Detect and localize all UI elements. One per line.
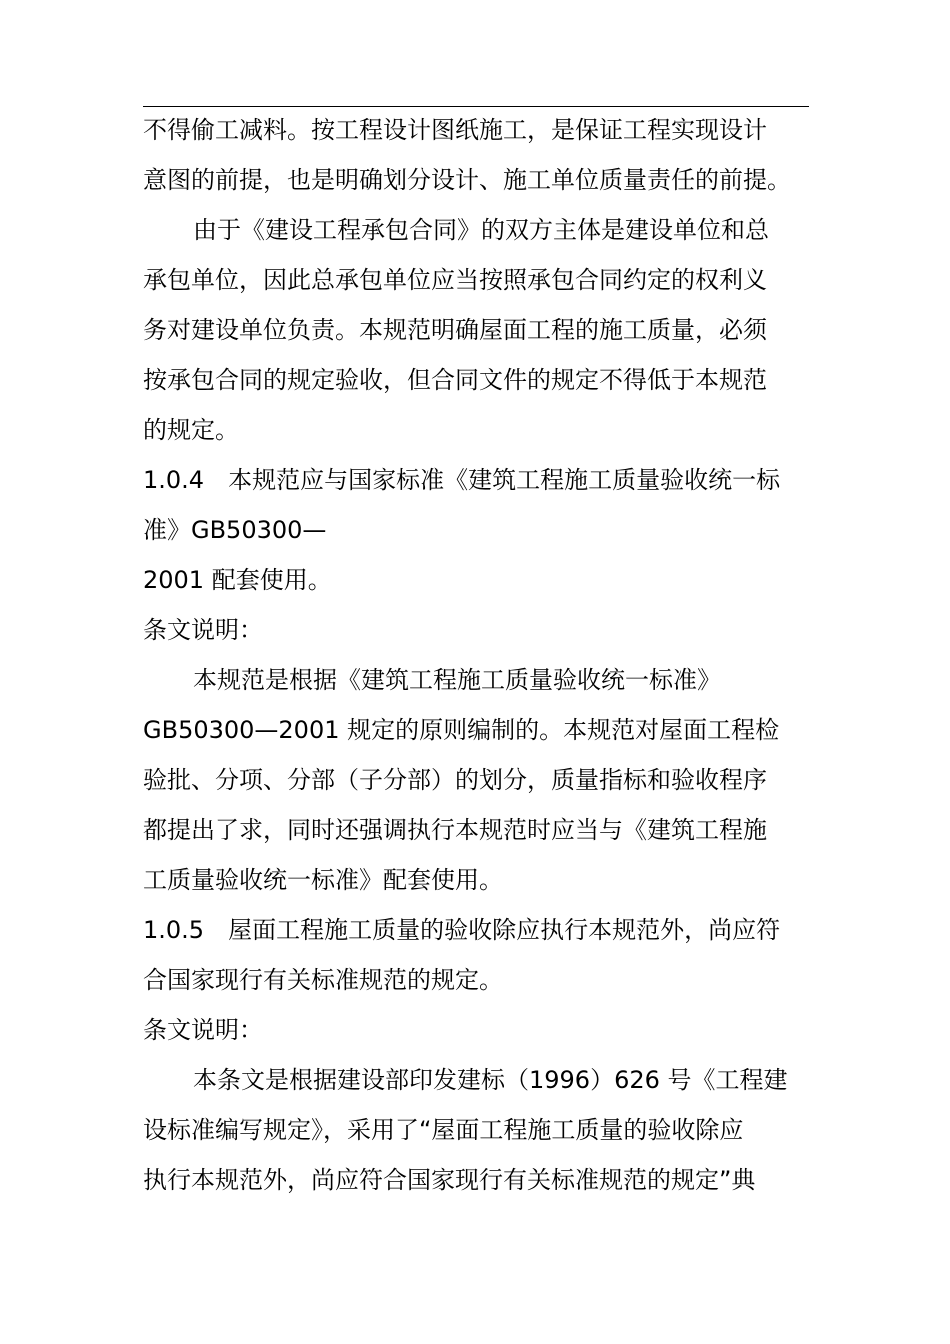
text-line: 承包单位，因此总承包单位应当按照承包合同约定的权利义 (143, 266, 767, 294)
text-line: 准》GB50300— (143, 516, 327, 544)
clause-heading: 1.0.4 本规范应与国家标准《建筑工程施工质量验收统一标 (143, 466, 781, 494)
clause-heading: 1.0.5 屋面工程施工质量的验收除应执行本规范外，尚应符 (143, 916, 781, 944)
text-line: 由于《建设工程承包合同》的双方主体是建设单位和总 (193, 216, 769, 244)
text-line: 本规范是根据《建筑工程施工质量验收统一标准》 (193, 666, 721, 694)
text-line: GB50300—2001 规定的原则编制的。本规范对屋面工程检 (143, 716, 780, 744)
text-line: 合国家现行有关标准规范的规定。 (143, 966, 503, 994)
text-line: 验批、分项、分部（子分部）的划分，质量指标和验收程序 (143, 766, 767, 794)
text-line: 执行本规范外，尚应符合国家现行有关标准规范的规定”典 (143, 1166, 756, 1194)
text-line: 工质量验收统一标准》配套使用。 (143, 866, 503, 894)
text-line: 都提出了求，同时还强调执行本规范时应当与《建筑工程施 (143, 816, 767, 844)
clause-note-label: 条文说明： (143, 616, 263, 644)
text-line: 意图的前提，也是明确划分设计、施工单位质量责任的前提。 (143, 166, 791, 194)
text-line: 设标准编写规定》，采用了“屋面工程施工质量的验收除应 (143, 1116, 744, 1144)
text-line: 按承包合同的规定验收，但合同文件的规定不得低于本规范 (143, 366, 767, 394)
text-line: 务对建设单位负责。本规范明确屋面工程的施工质量，必须 (143, 316, 767, 344)
text-line: 2001 配套使用。 (143, 566, 332, 594)
text-line: 本条文是根据建设部印发建标（1996）626 号《工程建 (193, 1066, 788, 1094)
text-line: 不得偷工减料。按工程设计图纸施工，是保证工程实现设计 (143, 116, 767, 144)
clause-note-label: 条文说明： (143, 1016, 263, 1044)
text-line: 的规定。 (143, 416, 239, 444)
